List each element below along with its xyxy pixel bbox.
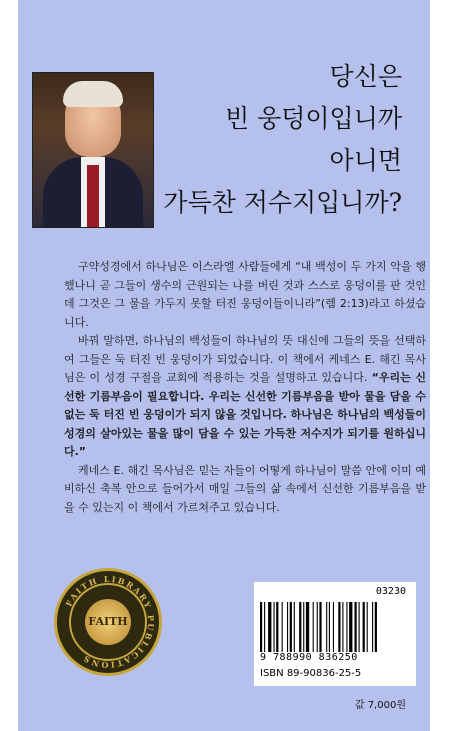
seal-ring-text: FAITH LIBRARY PUBLICATIONS [63, 573, 157, 671]
title-line-2: 빈 웅덩이입니까 [225, 104, 402, 133]
publisher-seal-logo [54, 568, 162, 676]
seal-core: FAITH [85, 599, 131, 645]
paragraph-1: 구약성경에서 하나님은 이스라엘 사람들에게 “내 백성이 두 가지 악을 행했나니 곧 그들이 생수의 근원되는 나를 버린 것과 스스로 웅덩이를 판 것인데 그것은 그 물을 가두지 못할 터진 웅덩이들이니라”(렘 2:13)라고 하셨습니다. [64, 260, 426, 329]
title-line-4: 가득찬 저수지입니까? [163, 188, 402, 217]
title-line-3: 아니면 [329, 146, 402, 175]
isbn-number: ISBN 89-90836-25-5 [260, 668, 362, 679]
author-photo [32, 72, 154, 228]
paragraph-2-quote: “우리는 신선한 기름부음이 필요합니다. 우리는 신선한 기름부음을 받아 물을 담을 수 없는 둑 터진 빈 웅덩이가 되지 않을 것입니다. 하나님은 하나님의 백성들이 성경의 살아있는 물을 많이 담을 수 있는 가득찬 저수지가 되기를 원하십니다.” [64, 371, 426, 458]
price-label: 값 7,000원 [354, 700, 406, 711]
description-text [64, 258, 426, 517]
title-line-1: 당신은 [329, 62, 402, 91]
paragraph-3: 케네스 E. 해긴 목사님은 믿는 자들이 어떻게 하나님이 말씀 안에 이미 예비하신 축복 안으로 들어가서 매일 그들의 삶 속에서 신선한 기름부음을 받을 수 있는지 이 책에서 가르쳐주고 있습니다. [64, 463, 426, 514]
cover-title [163, 56, 402, 224]
paragraph-2-text: 바꿔 말하면, 하나님의 백성들이 하나님의 뜻 대신에 그들의 뜻을 선택하여 그들은 둑 터진 빈 웅덩이가 되었습니다. 이 책에서 케네스 E. 해긴 목사님은 이 성경 구절을 교회에 적용하는 것을 설명하고 있습니다. [64, 334, 426, 384]
paragraph-2 [64, 332, 426, 462]
barcode-addon: 03230 [375, 586, 406, 597]
barcode [254, 582, 416, 686]
barcode-bars [260, 602, 410, 652]
barcode-digits: 9 788990 836250 [260, 652, 358, 663]
